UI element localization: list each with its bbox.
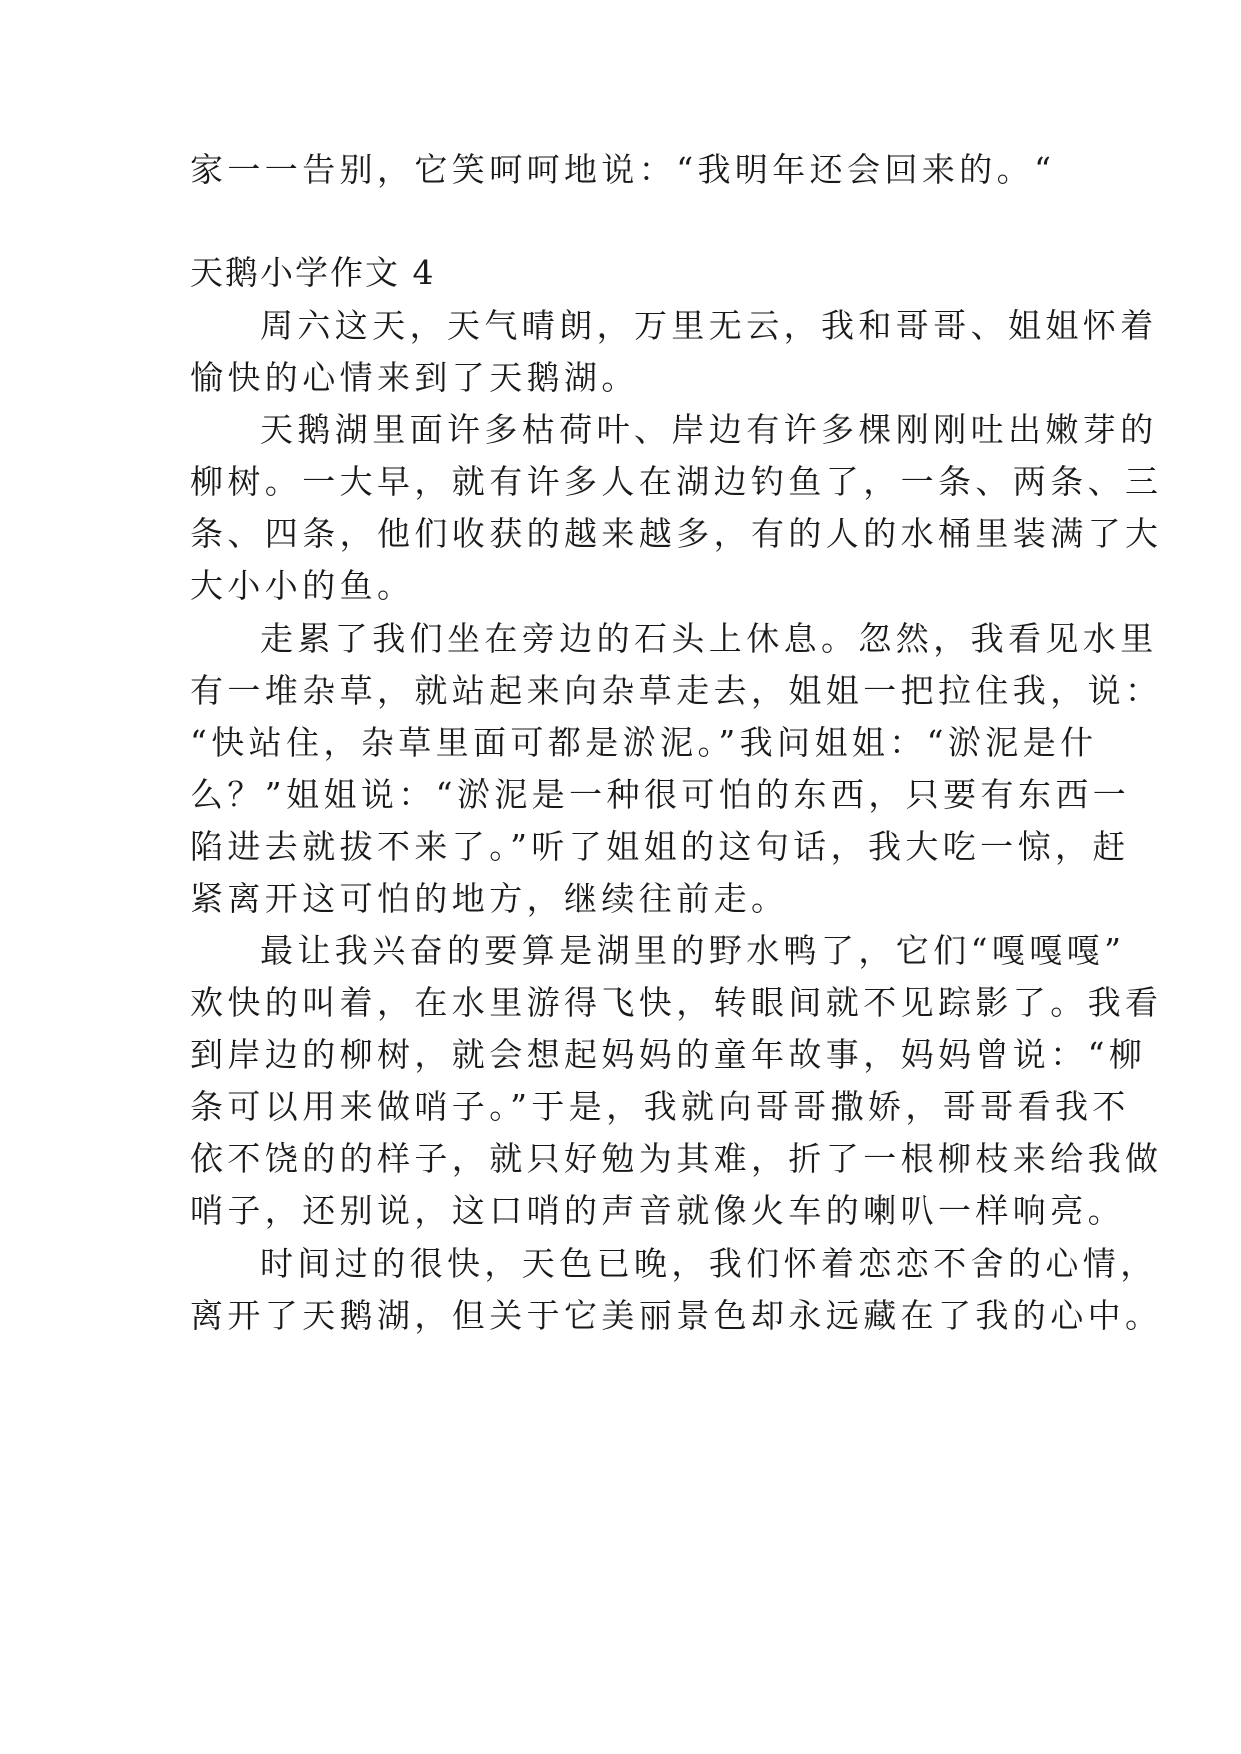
paragraph-line: 愉快的心情来到了天鹅湖。 bbox=[190, 358, 639, 397]
paragraph-line: 到岸边的柳树，就会想起妈妈的童年故事，妈妈曾说：“柳 bbox=[190, 1035, 1147, 1074]
paragraph-line: 天鹅湖里面许多枯荷叶、岸边有许多棵刚刚吐出嫩芽的 bbox=[260, 410, 1158, 449]
essay-heading: 天鹅小学作文 4 bbox=[190, 253, 436, 292]
paragraph-line: 有一堆杂草，就站起来向杂草走去，姐姐一把拉住我，说： bbox=[190, 671, 1163, 710]
paragraph-line: 最让我兴奋的要算是湖里的野水鸭了，它们“嘎嘎嘎” bbox=[260, 931, 1126, 970]
paragraph-line: 周六这天，天气晴朗，万里无云，我和哥哥、姐姐怀着 bbox=[260, 306, 1158, 345]
paragraph-line: 大小小的鱼。 bbox=[190, 566, 415, 605]
paragraph-line: 哨子，还别说，这口哨的声音就像火车的喇叭一样响亮。 bbox=[190, 1191, 1125, 1230]
paragraph-line: 离开了天鹅湖，但关于它美丽景色却永远藏在了我的心中。 bbox=[190, 1296, 1163, 1335]
paragraph-line: 紧离开这可怕的地方，继续往前走。 bbox=[190, 879, 789, 918]
paragraph-line: 欢快的叫着，在水里游得飞快，转眼间就不见踪影了。我看 bbox=[190, 983, 1163, 1022]
paragraph-line: 柳树。一大早，就有许多人在湖边钓鱼了，一条、两条、三 bbox=[190, 462, 1163, 501]
paragraph-line: 时间过的很快，天色已晚，我们怀着恋恋不舍的心情， bbox=[260, 1244, 1158, 1283]
paragraph-line: “快站住，杂草里面可都是淤泥。”我问姐姐：“淤泥是什 bbox=[190, 723, 1098, 762]
paragraph-line: 走累了我们坐在旁边的石头上休息。忽然，我看见水里 bbox=[260, 619, 1158, 658]
paragraph-line: 依不饶的的样子，就只好勉为其难，折了一根柳枝来给我做 bbox=[190, 1139, 1163, 1178]
paragraph-line: 条可以用来做哨子。”于是，我就向哥哥撒娇，哥哥看我不 bbox=[190, 1087, 1130, 1126]
carryover-line: 家一一告别，它笑呵呵地说：“我明年还会回来的。“ bbox=[190, 150, 1056, 189]
paragraph-line: 条、四条，他们收获的越来越多，有的人的水桶里装满了大 bbox=[190, 514, 1163, 553]
paragraph-line: 陷进去就拔不来了。”听了姐姐的这句话，我大吃一惊，赶 bbox=[190, 827, 1130, 866]
paragraph-line: 么？”姐姐说：“淤泥是一种很可怕的东西，只要有东西一 bbox=[190, 775, 1131, 814]
